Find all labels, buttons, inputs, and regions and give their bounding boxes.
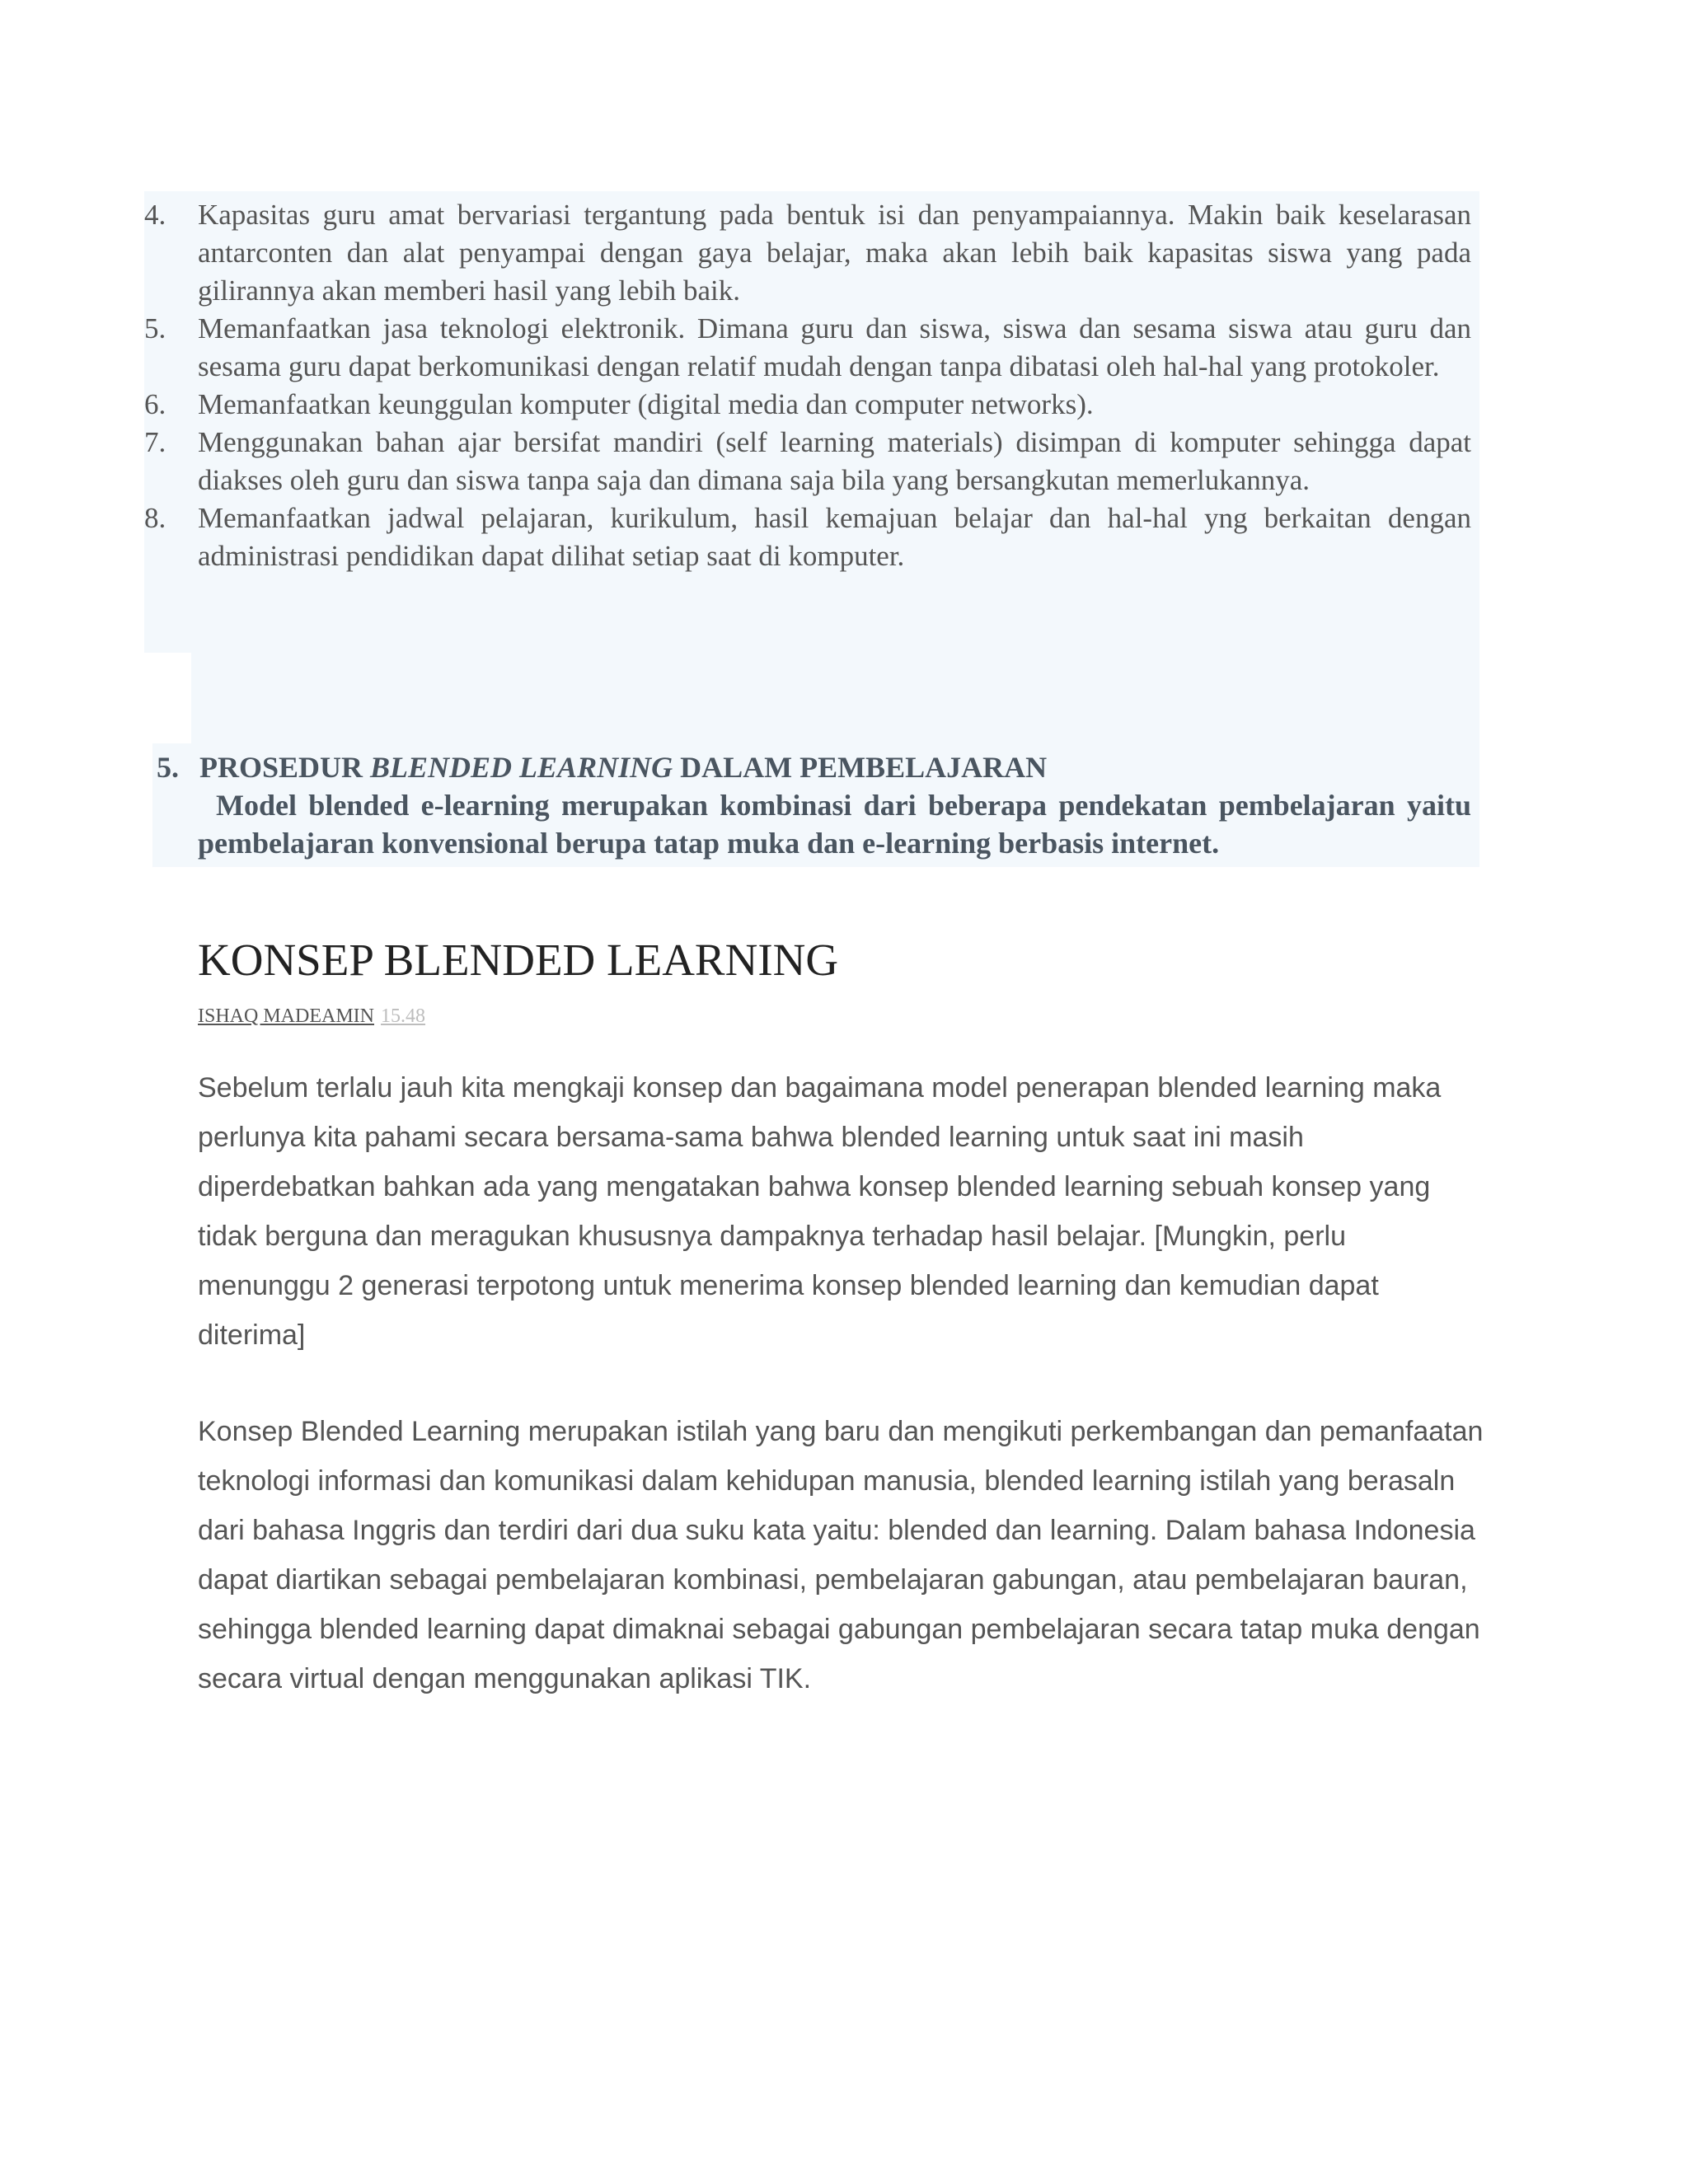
post-title: KONSEP BLENDED LEARNING [198, 935, 839, 985]
list-item-number: 5. [144, 312, 166, 344]
highlight-background [191, 653, 1479, 743]
list-item-text: Memanfaatkan jasa teknologi elektronik. Dimana guru dan siswa, siswa dan sesama siswa atau guru dan sesama guru dapat berkomunikasi dengan relatif mudah dengan tanpa dibatasi oleh hal-hal yang protokoler. [198, 312, 1471, 382]
list-item-text: Memanfaatkan keunggulan komputer (digital media dan computer networks). [198, 388, 1094, 420]
list-item-number: 6. [144, 388, 166, 420]
post-time-link[interactable]: 15.48 [381, 1005, 425, 1027]
numbered-list [144, 196, 1471, 575]
list-item-text: Memanfaatkan jadwal pelajaran, kurikulum, hasil kemajuan belajar dan hal-hal yng berkaitan dengan administrasi pendidikan dapat dilihat setiap saat di komputer. [198, 502, 1471, 572]
list-item [144, 310, 1471, 386]
list-item-number: 4. [144, 199, 166, 231]
post-paragraph: Sebelum terlalu jauh kita mengkaji konsep dan bagaimana model penerapan blended learning maka perlunya kita pahami secara bersama-sama bahwa blended learning untuk saat ini masih diperdebatkan bahkan ada yang mengatakan bahwa konsep blended learning sebuah konsep yang tidak berguna dan meragukan khususnya dampaknya terhadap hasil belajar. [Mungkin, perlu menunggu 2 generasi terpotong untuk menerima konsep blended learning dan kemudian dapat diterima] [198, 1072, 1442, 1351]
list-item [144, 499, 1471, 575]
post-paragraph: Konsep Blended Learning merupakan istilah yang baru dan mengikuti perkembangan dan pemanfaatan teknologi informasi dan komunikasi dalam kehidupan manusia, blended learning istilah yang berasaln dari bahasa Inggris dan terdiri dari dua suku kata yaitu: blended dan learning. Dalam bahasa Indonesia dapat diartikan sebagai pembelajaran kombinasi, pembelajaran gabungan, atau pembelajaran bauran, sehingga blended learning dapat dimaknai sebagai gabungan pembelajaran secara tatap muka dengan secara virtual dengan menggunakan aplikasi TIK. [198, 1416, 1484, 1694]
section-heading-text: DALAM PEMBELAJARAN [680, 751, 1048, 784]
list-item-text: Menggunakan bahan ajar bersifat mandiri (self learning materials) disimpan di komputer sehingga dapat diakses oleh guru dan siswa tanpa saja dan dimana saja bila yang bersangkutan memerlukannya. [198, 426, 1471, 496]
list-item [144, 424, 1471, 499]
section-number: 5. [157, 751, 179, 784]
list-item-number: 8. [144, 502, 166, 534]
post-author-link[interactable]: ISHAQ MADEAMIN [198, 1005, 374, 1027]
section-heading [157, 748, 1475, 786]
post-meta [198, 1004, 425, 1029]
list-item [144, 196, 1471, 310]
section-heading-text: PROSEDUR [199, 751, 363, 784]
list-item [144, 386, 1471, 424]
section-heading-italic: BLENDED LEARNING [370, 751, 673, 784]
section-body: Model blended e-learning merupakan kombinasi dari beberapa pendekatan pembelajaran yaitu pembelajaran konvensional berupa tatap muka dan e-learning berbasis internet. [198, 789, 1471, 860]
list-item-number: 7. [144, 426, 166, 458]
list-item-text: Kapasitas guru amat bervariasi tergantung pada bentuk isi dan penyampaiannya. Makin baik keselarasan antarconten dan alat penyampai dengan gaya belajar, maka akan lebih baik kapasitas siswa yang pada gilirannya akan memberi hasil yang lebih baik. [198, 199, 1471, 307]
